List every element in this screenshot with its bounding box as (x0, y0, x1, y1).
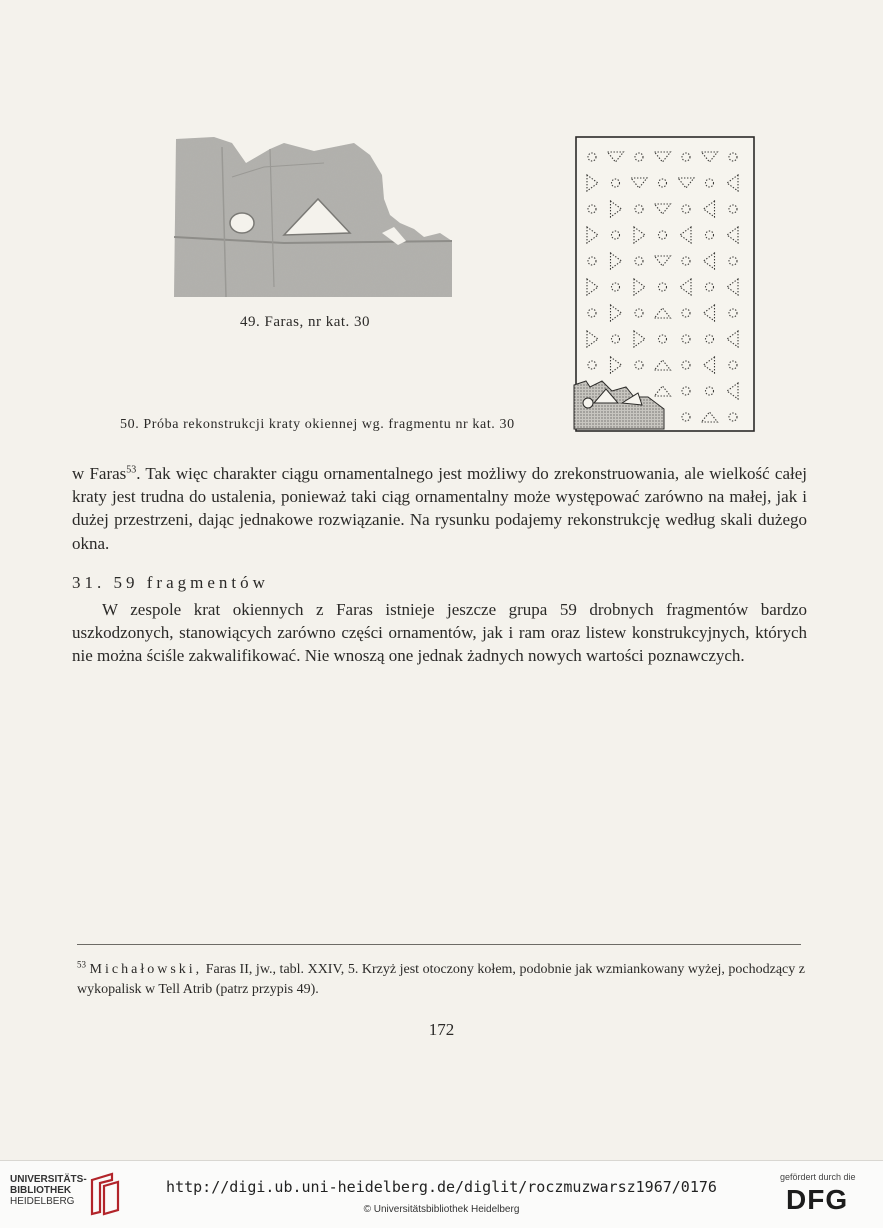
library-name-line-2: BIBLIOTHEK (10, 1185, 72, 1196)
para1-text: . Tak więc charakter ciągu ornamentalnego jest możliwy do zrekonstruowania, ale wielkość całej kraty jest trudna do ustalenia, ponieważ taki ciąg ornamentalny może występować zarówno na małej, jak i dużej przestrzeni, dając jednakowe rozwiązanie. Na rysunku podajemy rekonstrukcję według skali dużego okna. (72, 464, 807, 553)
permalink-url[interactable]: http://digi.ub.uni-heidelberg.de/diglit/roczmuzwarsz1967/0176 (166, 1178, 717, 1196)
reconstruction-drawing (568, 135, 756, 433)
library-name-line-1: UNIVERSITÄTS- (10, 1174, 87, 1185)
figure-49-caption: 49. Faras, nr kat. 30 (240, 314, 371, 330)
dfg-logo[interactable]: DFG (786, 1184, 849, 1215)
funder-caption: gefördert durch die (780, 1172, 856, 1182)
footnote (77, 960, 805, 1000)
library-name-line-3: HEIDELBERG (10, 1196, 75, 1207)
figure-50-caption: 50. Próba rekonstrukcji kraty okiennej wg. fragmentu nr kat. 30 (120, 417, 515, 432)
footnote-number: 53 (77, 959, 86, 970)
body-paragraph-1 (72, 462, 807, 555)
para1-start: w Faras (72, 464, 127, 483)
footnote-reference[interactable]: 53 (126, 464, 137, 476)
page-number: 172 (428, 1020, 455, 1039)
fragment-photo (174, 137, 454, 299)
footnote-text: Faras II, jw., tabl. XXIV, 5. Krzyż jest otoczony kołem, podobnie jak wzmiankowany wyżej, pochodzący z wykopalisk w Tell Atrib (patrz przypis 49). (77, 962, 806, 997)
footnote-author: Michałowski, (89, 962, 203, 977)
section-heading: 31. 59 fragmentów (72, 573, 269, 592)
copyright-notice: © Universitätsbibliothek Heidelberg (363, 1204, 520, 1215)
body-paragraph-2: W zespole krat okiennych z Faras istnieje jeszcze grupa 59 drobnych fragmentów bardzo uszkodzonych, stanowiących zarówno części ornamentów, jak i ram oraz listew konstrukcyjnych, których nie można ściśle zakwalifikować. Nie wnoszą one jednak żadnych nowych wartości poznawczych. (72, 600, 807, 666)
footnote-divider (77, 944, 801, 945)
